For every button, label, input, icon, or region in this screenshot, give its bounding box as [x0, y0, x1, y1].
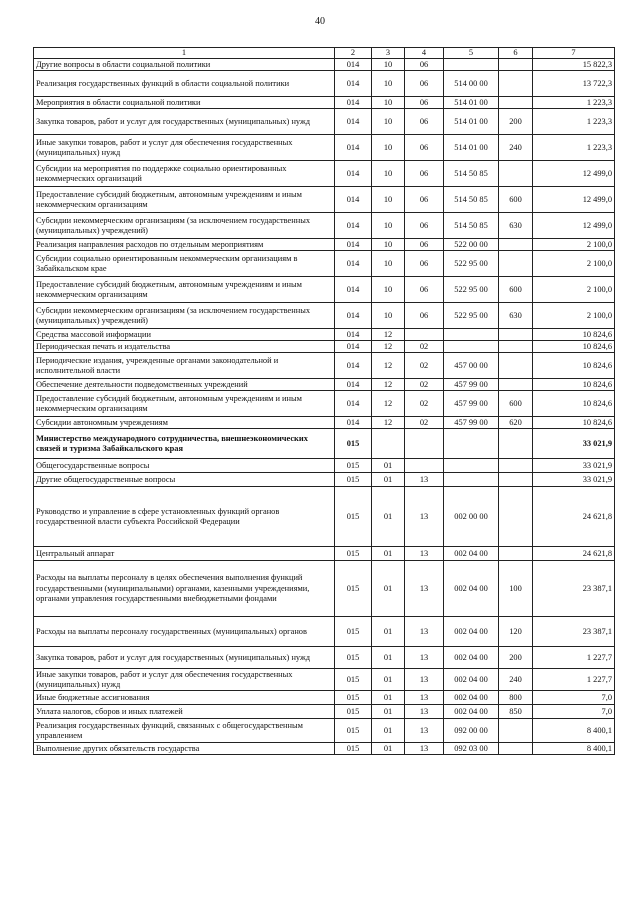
row-code-subsection: 06	[405, 135, 444, 161]
row-code-subsection: 06	[405, 97, 444, 109]
row-code-target: 002 04 00	[444, 561, 499, 617]
row-code-ministry: 014	[335, 97, 372, 109]
row-code-type	[499, 161, 533, 187]
table-row	[34, 341, 615, 353]
row-code-ministry: 015	[335, 473, 372, 487]
row-code-subsection	[405, 459, 444, 473]
row-code-type	[499, 719, 533, 743]
row-code-subsection	[405, 429, 444, 459]
table-row	[34, 97, 615, 109]
row-code-ministry: 014	[335, 353, 372, 379]
column-header: 5	[444, 48, 499, 59]
row-code-section: 01	[372, 691, 405, 705]
table-row	[34, 161, 615, 187]
row-code-section: 01	[372, 647, 405, 669]
table-row	[34, 109, 615, 135]
row-code-subsection: 02	[405, 341, 444, 353]
row-code-ministry: 014	[335, 213, 372, 239]
row-code-subsection: 02	[405, 353, 444, 379]
row-code-subsection: 13	[405, 473, 444, 487]
row-code-ministry: 015	[335, 547, 372, 561]
table-row	[34, 691, 615, 705]
table-row	[34, 719, 615, 743]
row-code-target: 514 01 00	[444, 135, 499, 161]
row-code-section: 01	[372, 669, 405, 691]
row-amount: 23 387,1	[533, 617, 615, 647]
row-code-subsection: 13	[405, 547, 444, 561]
row-code-subsection: 06	[405, 59, 444, 71]
row-amount: 7,0	[533, 691, 615, 705]
row-code-type: 600	[499, 391, 533, 417]
row-code-section: 01	[372, 705, 405, 719]
row-name: Расходы на выплаты персоналу в целях обеспечения выполнения функций государственными (муниципальными) органами, казенными учреждениями, органами управления государственными внебюджетными фондами	[34, 561, 335, 617]
row-code-type	[499, 341, 533, 353]
row-code-section: 12	[372, 379, 405, 391]
row-amount: 7,0	[533, 705, 615, 719]
table-row	[34, 705, 615, 719]
row-code-section: 01	[372, 487, 405, 547]
row-code-section: 10	[372, 213, 405, 239]
row-name: Предоставление субсидий бюджетным, автономным учреждениям и иным некоммерческим организациям	[34, 187, 335, 213]
row-code-ministry: 014	[335, 303, 372, 329]
row-code-section: 10	[372, 71, 405, 97]
row-code-target: 522 95 00	[444, 277, 499, 303]
row-code-ministry: 014	[335, 239, 372, 251]
row-code-target: 514 50 85	[444, 161, 499, 187]
row-amount: 1 223,3	[533, 135, 615, 161]
row-code-section: 10	[372, 59, 405, 71]
row-code-ministry: 014	[335, 417, 372, 429]
row-code-type: 100	[499, 561, 533, 617]
row-amount: 1 227,7	[533, 669, 615, 691]
row-code-target	[444, 329, 499, 341]
row-code-target	[444, 473, 499, 487]
row-code-subsection: 13	[405, 647, 444, 669]
row-name: Субсидии автономным учреждениям	[34, 417, 335, 429]
row-name: Закупка товаров, работ и услуг для государственных (муниципальных) нужд	[34, 109, 335, 135]
row-code-section: 10	[372, 277, 405, 303]
row-code-section: 12	[372, 341, 405, 353]
row-name: Предоставление субсидий бюджетным, автономным учреждениям и иным некоммерческим организациям	[34, 277, 335, 303]
row-code-target	[444, 59, 499, 71]
row-amount: 2 100,0	[533, 239, 615, 251]
row-code-section: 01	[372, 561, 405, 617]
row-code-target	[444, 459, 499, 473]
row-code-subsection: 06	[405, 251, 444, 277]
table-header-row	[34, 48, 615, 59]
table-row	[34, 617, 615, 647]
row-name: Общегосударственные вопросы	[34, 459, 335, 473]
row-code-ministry: 014	[335, 161, 372, 187]
row-code-section: 10	[372, 303, 405, 329]
row-code-target: 522 00 00	[444, 239, 499, 251]
row-name: Периодическая печать и издательства	[34, 341, 335, 353]
table-row	[34, 417, 615, 429]
row-amount: 2 100,0	[533, 251, 615, 277]
table-row	[34, 391, 615, 417]
row-name: Субсидии некоммерческим организациям (за исключением государственных (муниципальных) учреждений)	[34, 303, 335, 329]
row-code-type	[499, 329, 533, 341]
row-code-section: 10	[372, 109, 405, 135]
row-code-target: 514 50 85	[444, 213, 499, 239]
row-code-subsection: 06	[405, 213, 444, 239]
row-code-type	[499, 743, 533, 755]
row-amount: 10 824,6	[533, 379, 615, 391]
row-amount: 12 499,0	[533, 213, 615, 239]
row-code-target: 002 04 00	[444, 617, 499, 647]
row-name: Реализация государственных функций, связанных с общегосударственным управлением	[34, 719, 335, 743]
row-code-target: 092 03 00	[444, 743, 499, 755]
table-row	[34, 251, 615, 277]
row-code-ministry: 015	[335, 487, 372, 547]
row-amount: 24 621,8	[533, 547, 615, 561]
row-code-ministry: 015	[335, 719, 372, 743]
row-name: Руководство и управление в сфере установленных функций органов государственной власти субъекта Российской Федерации	[34, 487, 335, 547]
row-code-type	[499, 547, 533, 561]
row-code-target: 002 04 00	[444, 669, 499, 691]
table-row	[34, 135, 615, 161]
column-header: 4	[405, 48, 444, 59]
row-code-target: 457 99 00	[444, 379, 499, 391]
row-code-type: 800	[499, 691, 533, 705]
row-code-section: 10	[372, 239, 405, 251]
row-code-type: 240	[499, 669, 533, 691]
row-code-subsection: 06	[405, 71, 444, 97]
row-name: Реализация направления расходов по отдельным мероприятиям	[34, 239, 335, 251]
table-row	[34, 459, 615, 473]
row-code-ministry: 014	[335, 379, 372, 391]
row-amount: 33 021,9	[533, 473, 615, 487]
table-row	[34, 59, 615, 71]
row-code-ministry: 015	[335, 705, 372, 719]
row-code-subsection: 06	[405, 277, 444, 303]
row-amount: 1 223,3	[533, 97, 615, 109]
table-row	[34, 547, 615, 561]
table-row	[34, 647, 615, 669]
row-amount: 12 499,0	[533, 161, 615, 187]
row-code-ministry: 015	[335, 561, 372, 617]
row-amount: 24 621,8	[533, 487, 615, 547]
row-amount: 15 822,3	[533, 59, 615, 71]
row-code-section: 10	[372, 97, 405, 109]
row-amount: 10 824,6	[533, 391, 615, 417]
table-row	[34, 473, 615, 487]
row-code-target: 457 99 00	[444, 391, 499, 417]
row-amount: 1 223,3	[533, 109, 615, 135]
row-code-subsection: 13	[405, 669, 444, 691]
row-code-ministry: 014	[335, 71, 372, 97]
row-name: Выполнение других обязательств государства	[34, 743, 335, 755]
row-code-ministry: 014	[335, 277, 372, 303]
table-row	[34, 379, 615, 391]
row-code-section: 10	[372, 135, 405, 161]
row-amount: 1 227,7	[533, 647, 615, 669]
row-code-target: 514 50 85	[444, 187, 499, 213]
page-number: 40	[315, 16, 325, 27]
row-name: Субсидии на мероприятия по поддержке социально ориентированных некоммерческих организаций	[34, 161, 335, 187]
row-code-target: 514 01 00	[444, 109, 499, 135]
row-code-subsection: 13	[405, 743, 444, 755]
row-code-subsection: 06	[405, 239, 444, 251]
row-code-target	[444, 429, 499, 459]
row-code-ministry: 015	[335, 617, 372, 647]
row-amount: 10 824,6	[533, 329, 615, 341]
row-amount: 13 722,3	[533, 71, 615, 97]
row-code-type: 600	[499, 277, 533, 303]
row-code-ministry: 015	[335, 647, 372, 669]
row-code-type	[499, 473, 533, 487]
row-name: Другие общегосударственные вопросы	[34, 473, 335, 487]
row-amount: 10 824,6	[533, 341, 615, 353]
row-code-ministry: 014	[335, 341, 372, 353]
row-code-ministry: 014	[335, 109, 372, 135]
row-code-ministry: 015	[335, 669, 372, 691]
row-amount: 33 021,9	[533, 459, 615, 473]
row-code-type: 200	[499, 647, 533, 669]
row-code-target: 002 00 00	[444, 487, 499, 547]
row-code-type: 120	[499, 617, 533, 647]
row-code-section: 12	[372, 353, 405, 379]
row-code-ministry: 014	[335, 135, 372, 161]
row-name: Субсидии некоммерческим организациям (за исключением государственных (муниципальных) учреждений)	[34, 213, 335, 239]
row-code-target: 002 04 00	[444, 705, 499, 719]
row-code-type: 240	[499, 135, 533, 161]
row-code-ministry: 014	[335, 391, 372, 417]
row-code-subsection: 13	[405, 705, 444, 719]
table-row	[34, 743, 615, 755]
table-row	[34, 239, 615, 251]
row-name: Центральный аппарат	[34, 547, 335, 561]
row-code-subsection: 02	[405, 379, 444, 391]
row-name: Периодические издания, учрежденные органами законодательной и исполнительной власти	[34, 353, 335, 379]
column-header: 2	[335, 48, 372, 59]
row-code-type	[499, 429, 533, 459]
row-name: Предоставление субсидий бюджетным, автономным учреждениям и иным некоммерческим организациям	[34, 391, 335, 417]
column-header: 7	[533, 48, 615, 59]
row-code-type	[499, 251, 533, 277]
row-code-ministry: 015	[335, 691, 372, 705]
row-amount: 2 100,0	[533, 277, 615, 303]
row-code-section: 12	[372, 417, 405, 429]
row-code-type	[499, 459, 533, 473]
row-code-target: 457 99 00	[444, 417, 499, 429]
row-code-target: 522 95 00	[444, 251, 499, 277]
row-code-type	[499, 379, 533, 391]
row-code-type	[499, 71, 533, 97]
row-code-ministry: 015	[335, 743, 372, 755]
row-amount: 8 400,1	[533, 743, 615, 755]
row-code-subsection: 02	[405, 417, 444, 429]
row-name: Иные закупки товаров, работ и услуг для обеспечения государственных (муниципальных) нужд	[34, 135, 335, 161]
row-amount: 33 021,9	[533, 429, 615, 459]
row-name: Другие вопросы в области социальной политики	[34, 59, 335, 71]
row-code-subsection: 13	[405, 561, 444, 617]
row-code-ministry: 014	[335, 329, 372, 341]
row-code-section: 12	[372, 329, 405, 341]
row-amount: 23 387,1	[533, 561, 615, 617]
row-code-section	[372, 429, 405, 459]
row-code-type	[499, 353, 533, 379]
row-name: Иные бюджетные ассигнования	[34, 691, 335, 705]
row-name: Министерство международного сотрудничества, внешнеэкономических связей и туризма Забайкальского края	[34, 429, 335, 459]
row-name: Иные закупки товаров, работ и услуг для обеспечения государственных (муниципальных) нужд	[34, 669, 335, 691]
column-header: 6	[499, 48, 533, 59]
table-row	[34, 187, 615, 213]
row-code-section: 01	[372, 617, 405, 647]
row-name: Расходы на выплаты персоналу государственных (муниципальных) органов	[34, 617, 335, 647]
table-row	[34, 329, 615, 341]
row-code-subsection: 13	[405, 719, 444, 743]
table-row	[34, 487, 615, 547]
row-name: Средства массовой информации	[34, 329, 335, 341]
row-name: Мероприятия в области социальной политики	[34, 97, 335, 109]
row-code-subsection: 06	[405, 187, 444, 213]
row-code-type: 200	[499, 109, 533, 135]
row-code-subsection: 06	[405, 303, 444, 329]
row-code-section: 01	[372, 743, 405, 755]
column-header: 3	[372, 48, 405, 59]
row-code-section: 01	[372, 719, 405, 743]
row-code-section: 01	[372, 459, 405, 473]
row-code-type: 600	[499, 187, 533, 213]
table-row	[34, 213, 615, 239]
row-code-subsection: 13	[405, 617, 444, 647]
row-code-section: 10	[372, 251, 405, 277]
row-code-ministry: 014	[335, 251, 372, 277]
row-code-section: 10	[372, 161, 405, 187]
row-code-target: 514 01 00	[444, 97, 499, 109]
row-code-ministry: 014	[335, 59, 372, 71]
row-code-target: 092 00 00	[444, 719, 499, 743]
row-code-type	[499, 239, 533, 251]
table-row	[34, 561, 615, 617]
row-amount: 12 499,0	[533, 187, 615, 213]
row-code-ministry: 015	[335, 459, 372, 473]
row-code-target: 002 04 00	[444, 691, 499, 705]
row-code-target: 514 00 00	[444, 71, 499, 97]
table-row	[34, 71, 615, 97]
row-amount: 10 824,6	[533, 417, 615, 429]
row-code-section: 01	[372, 473, 405, 487]
row-name: Обеспечение деятельности подведомственных учреждений	[34, 379, 335, 391]
row-amount: 10 824,6	[533, 353, 615, 379]
row-name: Уплата налогов, сборов и иных платежей	[34, 705, 335, 719]
row-code-target: 522 95 00	[444, 303, 499, 329]
row-code-type	[499, 97, 533, 109]
budget-table	[33, 47, 615, 755]
row-name: Реализация государственных функций в области социальной политики	[34, 71, 335, 97]
row-code-section: 10	[372, 187, 405, 213]
row-code-type: 620	[499, 417, 533, 429]
row-code-target	[444, 341, 499, 353]
table-row	[34, 669, 615, 691]
row-code-ministry: 014	[335, 187, 372, 213]
row-code-subsection: 13	[405, 487, 444, 547]
row-code-subsection: 06	[405, 161, 444, 187]
row-code-target: 002 04 00	[444, 647, 499, 669]
row-code-section: 12	[372, 391, 405, 417]
row-code-type: 630	[499, 303, 533, 329]
row-code-subsection	[405, 329, 444, 341]
row-code-type: 630	[499, 213, 533, 239]
row-amount: 2 100,0	[533, 303, 615, 329]
row-code-section: 01	[372, 547, 405, 561]
row-name: Закупка товаров, работ и услуг для государственных (муниципальных) нужд	[34, 647, 335, 669]
table-row	[34, 303, 615, 329]
row-code-subsection: 02	[405, 391, 444, 417]
row-code-type	[499, 59, 533, 71]
row-code-target: 002 04 00	[444, 547, 499, 561]
row-code-type: 850	[499, 705, 533, 719]
row-code-type	[499, 487, 533, 547]
table-row	[34, 429, 615, 459]
table-row	[34, 277, 615, 303]
row-code-subsection: 13	[405, 691, 444, 705]
row-amount: 8 400,1	[533, 719, 615, 743]
row-code-ministry: 015	[335, 429, 372, 459]
row-name: Субсидии социально ориентированным некоммерческим организациям в Забайкальском крае	[34, 251, 335, 277]
column-header: 1	[34, 48, 335, 59]
row-code-target: 457 00 00	[444, 353, 499, 379]
table-row	[34, 353, 615, 379]
row-code-subsection: 06	[405, 109, 444, 135]
